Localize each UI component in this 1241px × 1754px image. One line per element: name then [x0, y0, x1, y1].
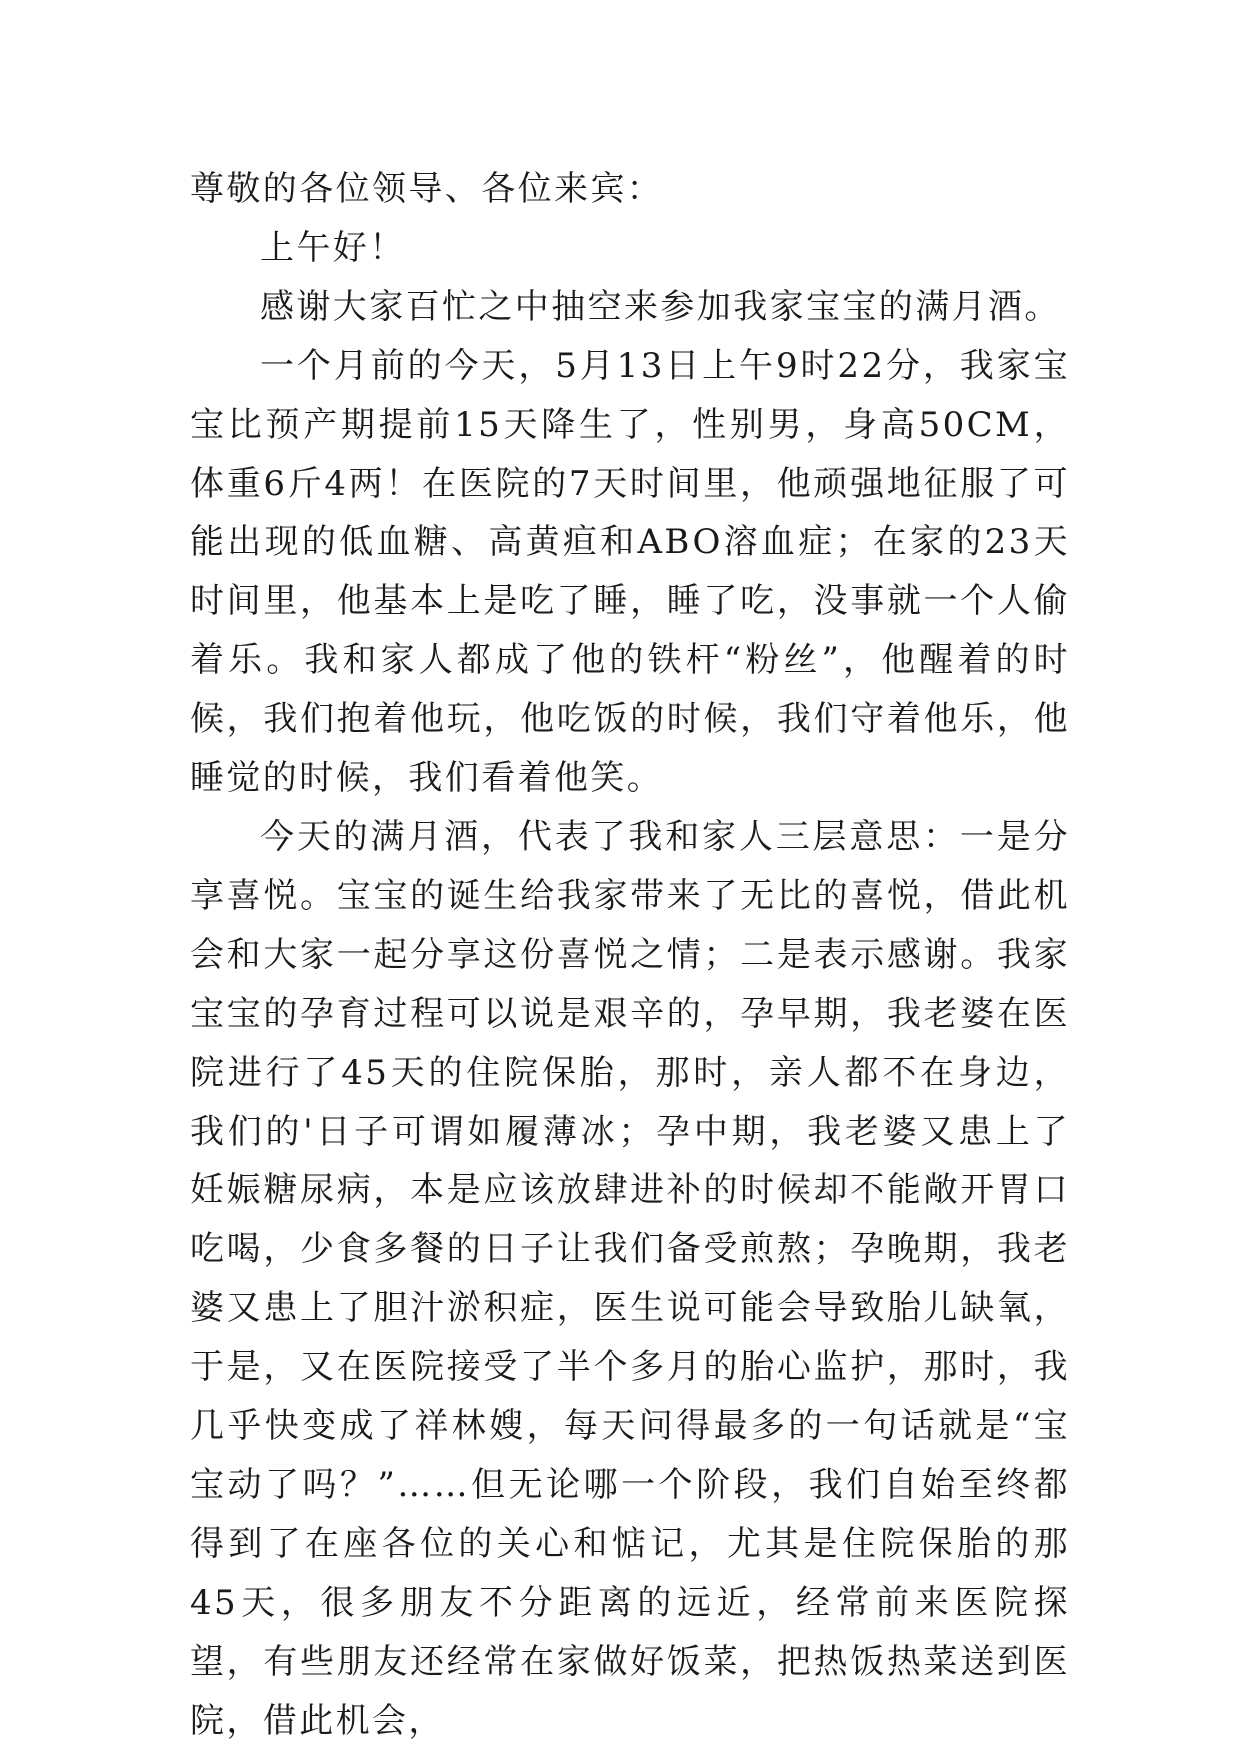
- paragraph-thanks: 感谢大家百忙之中抽空来参加我家宝宝的满月酒。: [260, 286, 1061, 327]
- speech-body: [190, 160, 1070, 1750]
- greeting-good-morning: 上午好！: [260, 227, 406, 268]
- paragraph-birth-story: 一个月前的今天，5月13日上午9时22分，我家宝宝比预产期提前15天降生了，性别男，身高50CM，体重6斤4两！在医院的7天时间里，他顽强地征服了可能出现的低血糖、高黄疸和ABO溶血症；在家的23天时间里，他基本上是吃了睡，睡了吃，没事就一个人偷着乐。我和家人都成了他的铁杆“粉丝”，他醒着的时候，我们抱着他玩，他吃饭的时候，我们守着他乐，他睡觉的时候，我们看着他笑。: [190, 345, 1070, 799]
- paragraph-three-meanings: 今天的满月酒，代表了我和家人三层意思：一是分享喜悦。宝宝的诞生给我家带来了无比的喜悦，借此机会和大家一起分享这份喜悦之情；二是表示感谢。我家宝宝的孕育过程可以说是艰辛的，孕早期，我老婆在医院进行了45天的住院保胎，那时，亲人都不在身边，我们的'日子可谓如履薄冰；孕中期，我老婆又患上了妊娠糖尿病，本是应该放肆进补的时候却不能敞开胃口吃喝，少食多餐的日子让我们备受煎熬；孕晚期，我老婆又患上了胆汁淤积症，医生说可能会导致胎儿缺氧，于是，又在医院接受了半个多月的胎心监护，那时，我几乎快变成了祥林嫂，每天问得最多的一句话就是“宝宝动了吗？”……但无论哪一个阶段，我们自始至终都得到了在座各位的关心和惦记，尤其是住院保胎的那45天，很多朋友不分距离的远近，经常前来医院探望，有些朋友还经常在家做好饭菜，把热饭热菜送到医院，借此机会，: [190, 816, 1070, 1741]
- greeting-salutation: 尊敬的各位领导、各位来宾：: [190, 169, 664, 209]
